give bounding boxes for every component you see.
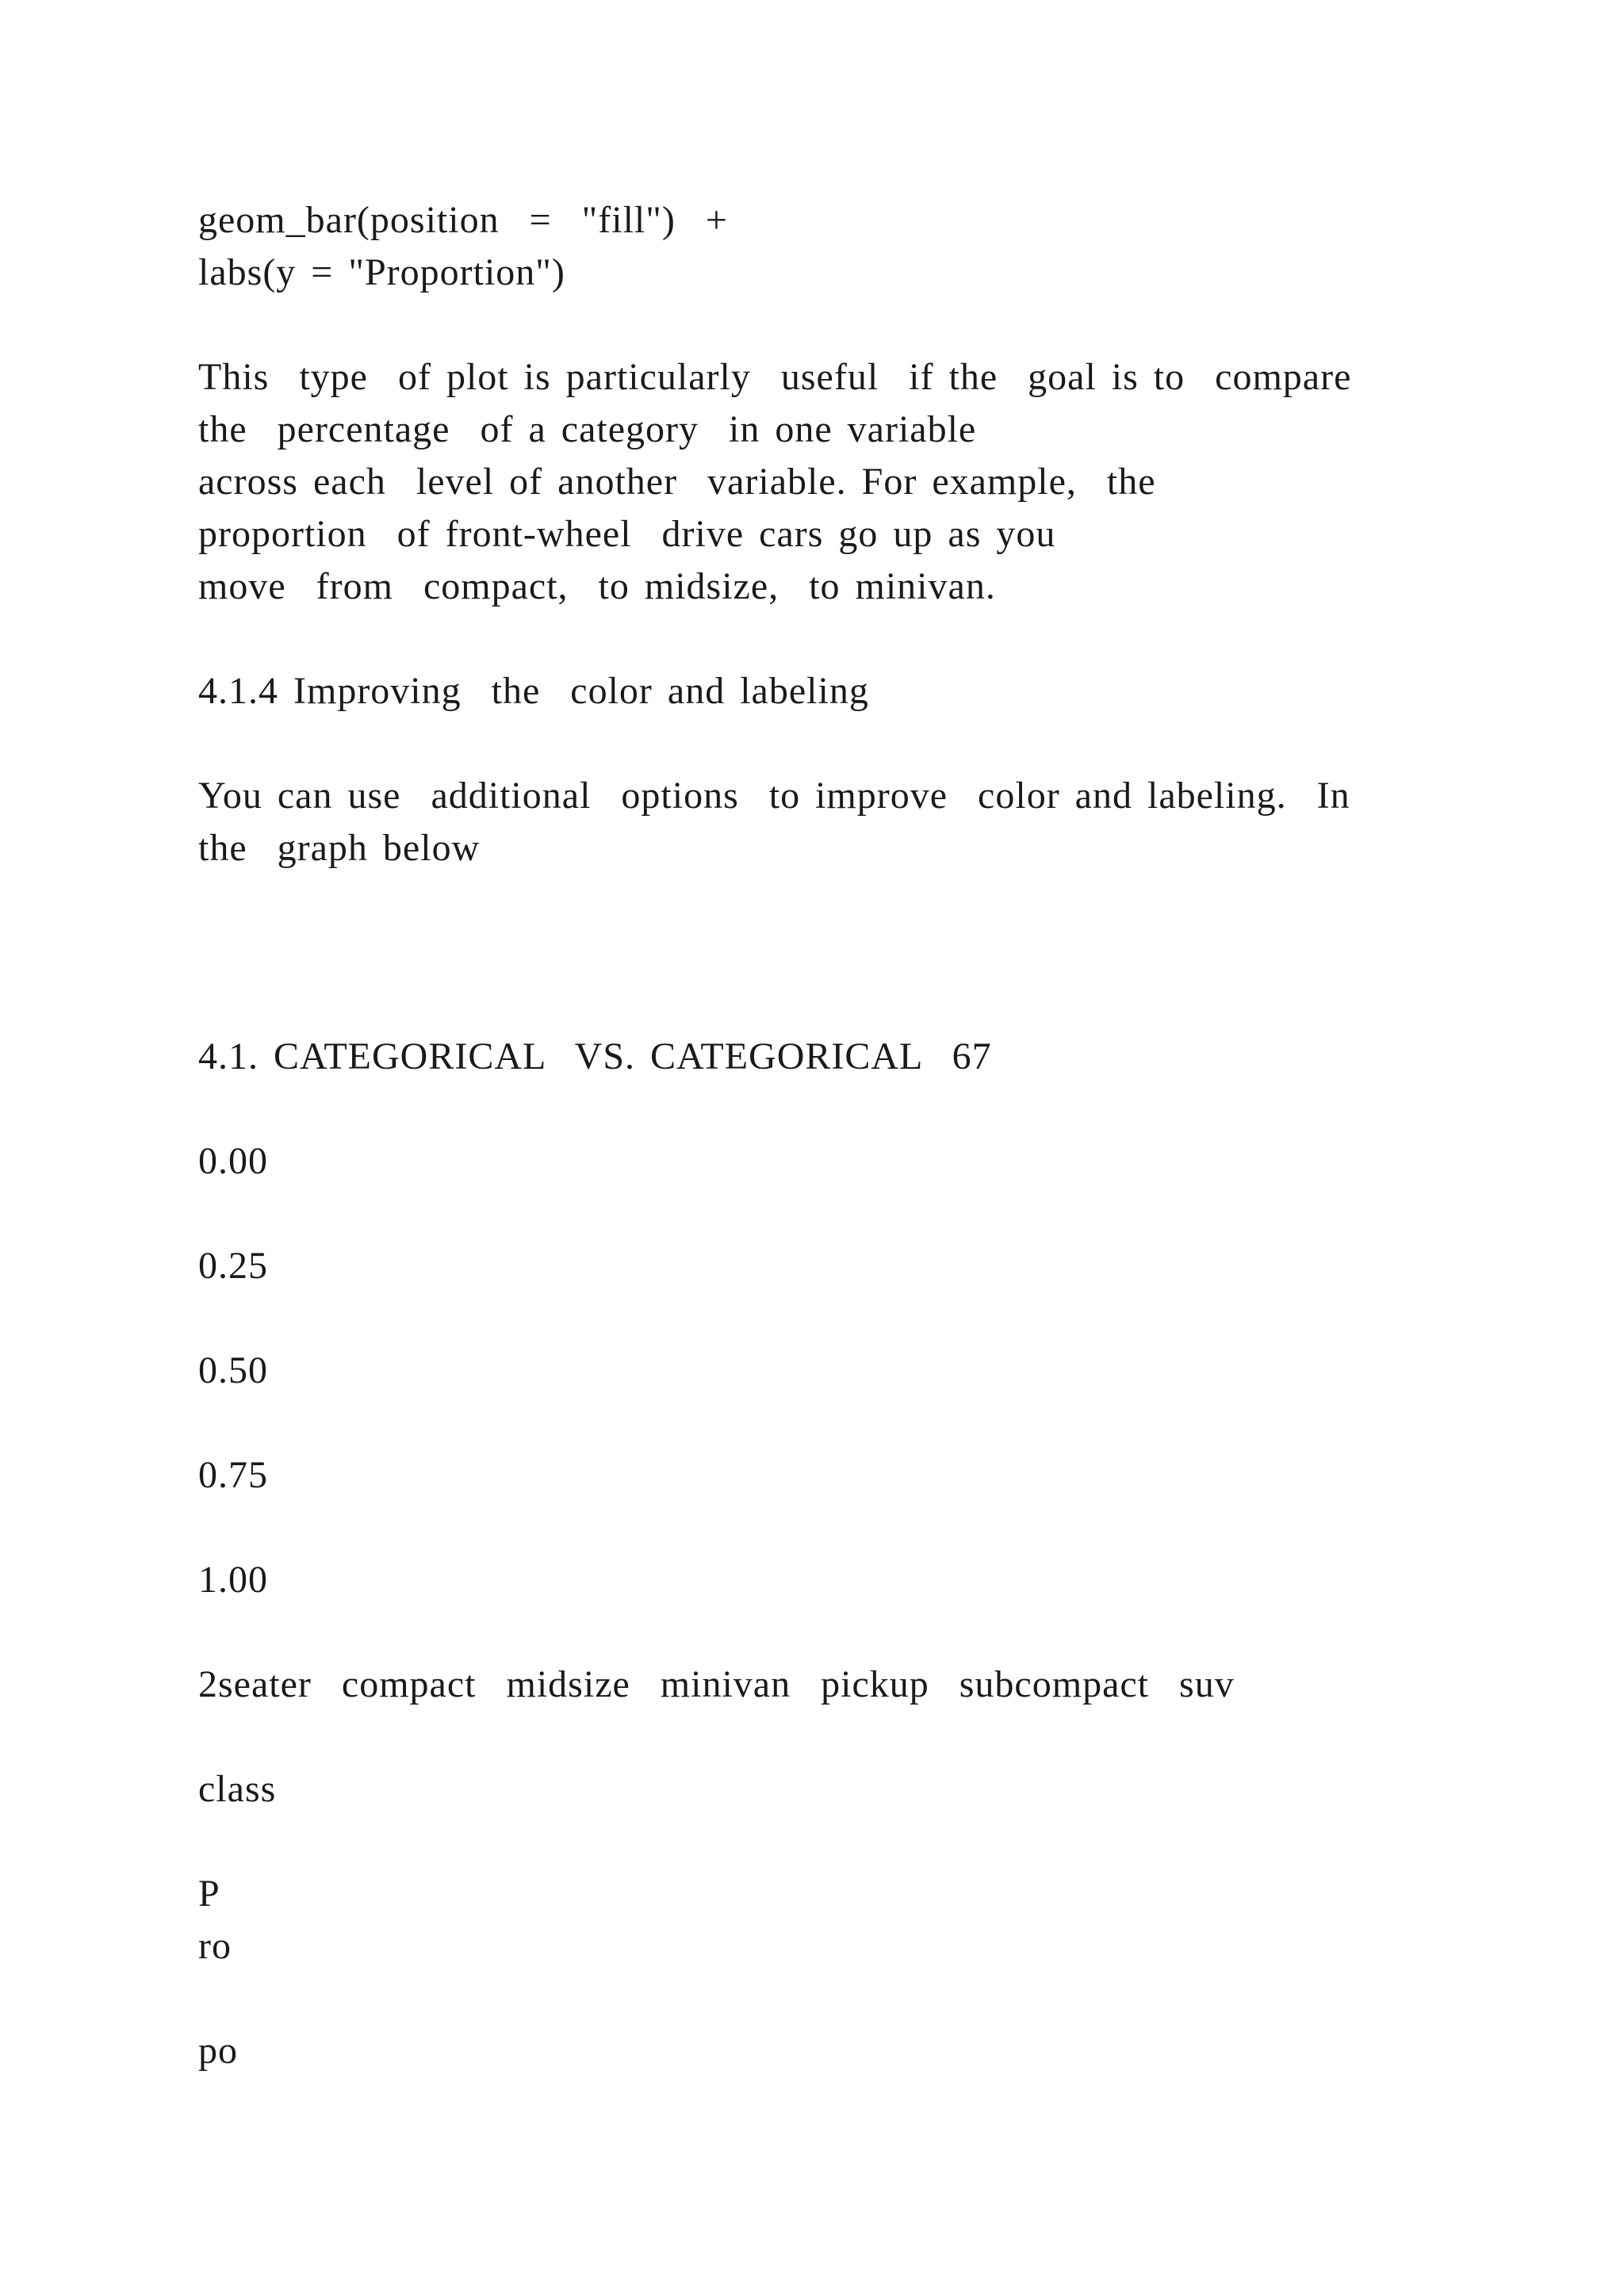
paragraph-line: across each level of another variable. For example, the <box>198 461 1156 503</box>
y-label-fragment: po <box>198 2030 238 2072</box>
paragraph-line: the graph below <box>198 827 481 869</box>
code-line-geom-bar: geom_bar(position = "fill") + <box>198 199 728 241</box>
section-heading: 4.1.4 Improving the color and labeling <box>198 670 869 712</box>
code-line-labs: labs(y = "Proportion") <box>198 251 565 293</box>
y-label-fragment: P <box>198 1873 220 1915</box>
y-tick-label: 1.00 <box>198 1559 268 1601</box>
running-header: 4.1. CATEGORICAL VS. CATEGORICAL 67 <box>198 1035 992 1077</box>
y-tick-label: 0.00 <box>198 1140 268 1182</box>
paragraph-line: proportion of front-wheel drive cars go up as you <box>198 513 1056 555</box>
paragraph-line: move from compact, to midsize, to minivan. <box>198 565 996 607</box>
paragraph-line: This type of plot is particularly useful if the goal is to compare <box>198 356 1352 398</box>
y-tick-label: 0.75 <box>198 1454 268 1496</box>
y-label-fragment: ro <box>198 1925 232 1967</box>
x-axis-label: class <box>198 1768 277 1810</box>
y-tick-label: 0.25 <box>198 1245 268 1287</box>
paragraph-line: You can use additional options to improve color and labeling. In <box>198 775 1350 817</box>
paragraph-line: the percentage of a category in one variable <box>198 408 977 450</box>
x-category-labels: 2seater compact midsize minivan pickup subcompact suv <box>198 1663 1235 1705</box>
y-tick-label: 0.50 <box>198 1349 268 1391</box>
